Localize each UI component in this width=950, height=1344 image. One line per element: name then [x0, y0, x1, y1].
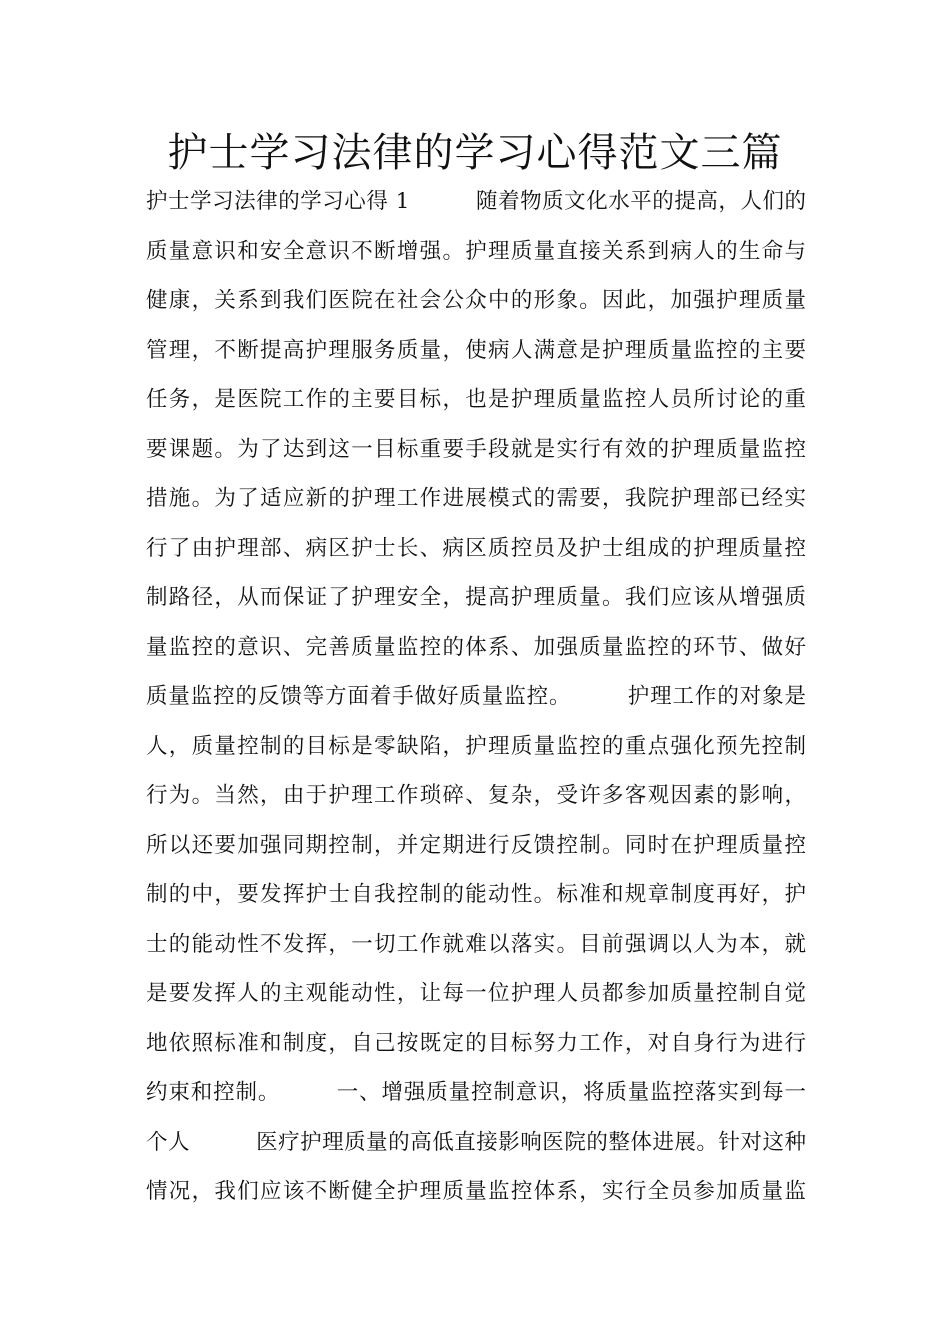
- body-line: 措施。为了适应新的护理工作进展模式的需要，我院护理部已经实: [146, 486, 806, 511]
- body-line: 制路径，从而保证了护理安全，提高护理质量。我们应该从增强质: [146, 585, 806, 610]
- body-line: 情况，我们应该不断健全护理质量监控体系，实行全员参加质量监: [146, 1179, 806, 1204]
- body-line: 要课题。为了达到这一目标重要手段就是实行有效的护理质量监控: [146, 436, 806, 462]
- body-line: 质量意识和安全意识不断增强。护理质量直接关系到病人的生命与: [146, 238, 806, 264]
- body-line: 健康，关系到我们医院在社会公众中的形象。因此，加强护理质量: [146, 288, 806, 313]
- document-title: 护士学习法律的学习心得范文三篇: [167, 130, 783, 176]
- body-line: 行为。当然，由于护理工作琐碎、复杂，受许多客观因素的影响，: [146, 783, 806, 808]
- body-line: 地依照标准和制度，自己按既定的目标努力工作，对自身行为进行: [146, 1030, 806, 1056]
- body-line: 护士学习法律的学习心得 1 随着物质文化水平的提高，人们的: [146, 189, 806, 214]
- body-line: 个人 医疗护理质量的高低直接影响医院的整体进展。针对这种: [146, 1129, 806, 1155]
- body-line: 约束和控制。 一、增强质量控制意识，将质量监控落实到每一: [146, 1080, 806, 1105]
- body-line: 量监控的意识、完善质量监控的体系、加强质量监控的环节、做好: [146, 634, 806, 660]
- body-line: 质量监控的反馈等方面着手做好质量监控。 护理工作的对象是: [146, 684, 806, 709]
- body-line: 管理，不断提高护理服务质量，使病人满意是护理质量监控的主要: [146, 337, 806, 363]
- body-line: 所以还要加强同期控制，并定期进行反馈控制。同时在护理质量控: [146, 832, 806, 858]
- body-line: 士的能动性不发挥，一切工作就难以落实。目前强调以人为本，就: [146, 931, 806, 957]
- body-line: 制的中，要发挥护士自我控制的能动性。标准和规章制度再好，护: [146, 882, 806, 907]
- body-line: 任务，是医院工作的主要目标，也是护理质量监控人员所讨论的重: [146, 387, 806, 412]
- body-line: 人，质量控制的目标是零缺陷，护理质量监控的重点强化预先控制: [146, 733, 806, 759]
- document-body: [146, 180, 806, 1220]
- body-line: 是要发挥人的主观能动性，让每一位护理人员都参加质量控制自觉: [146, 981, 806, 1006]
- body-line: 行了由护理部、病区护士长、病区质控员及护士组成的护理质量控: [146, 535, 806, 561]
